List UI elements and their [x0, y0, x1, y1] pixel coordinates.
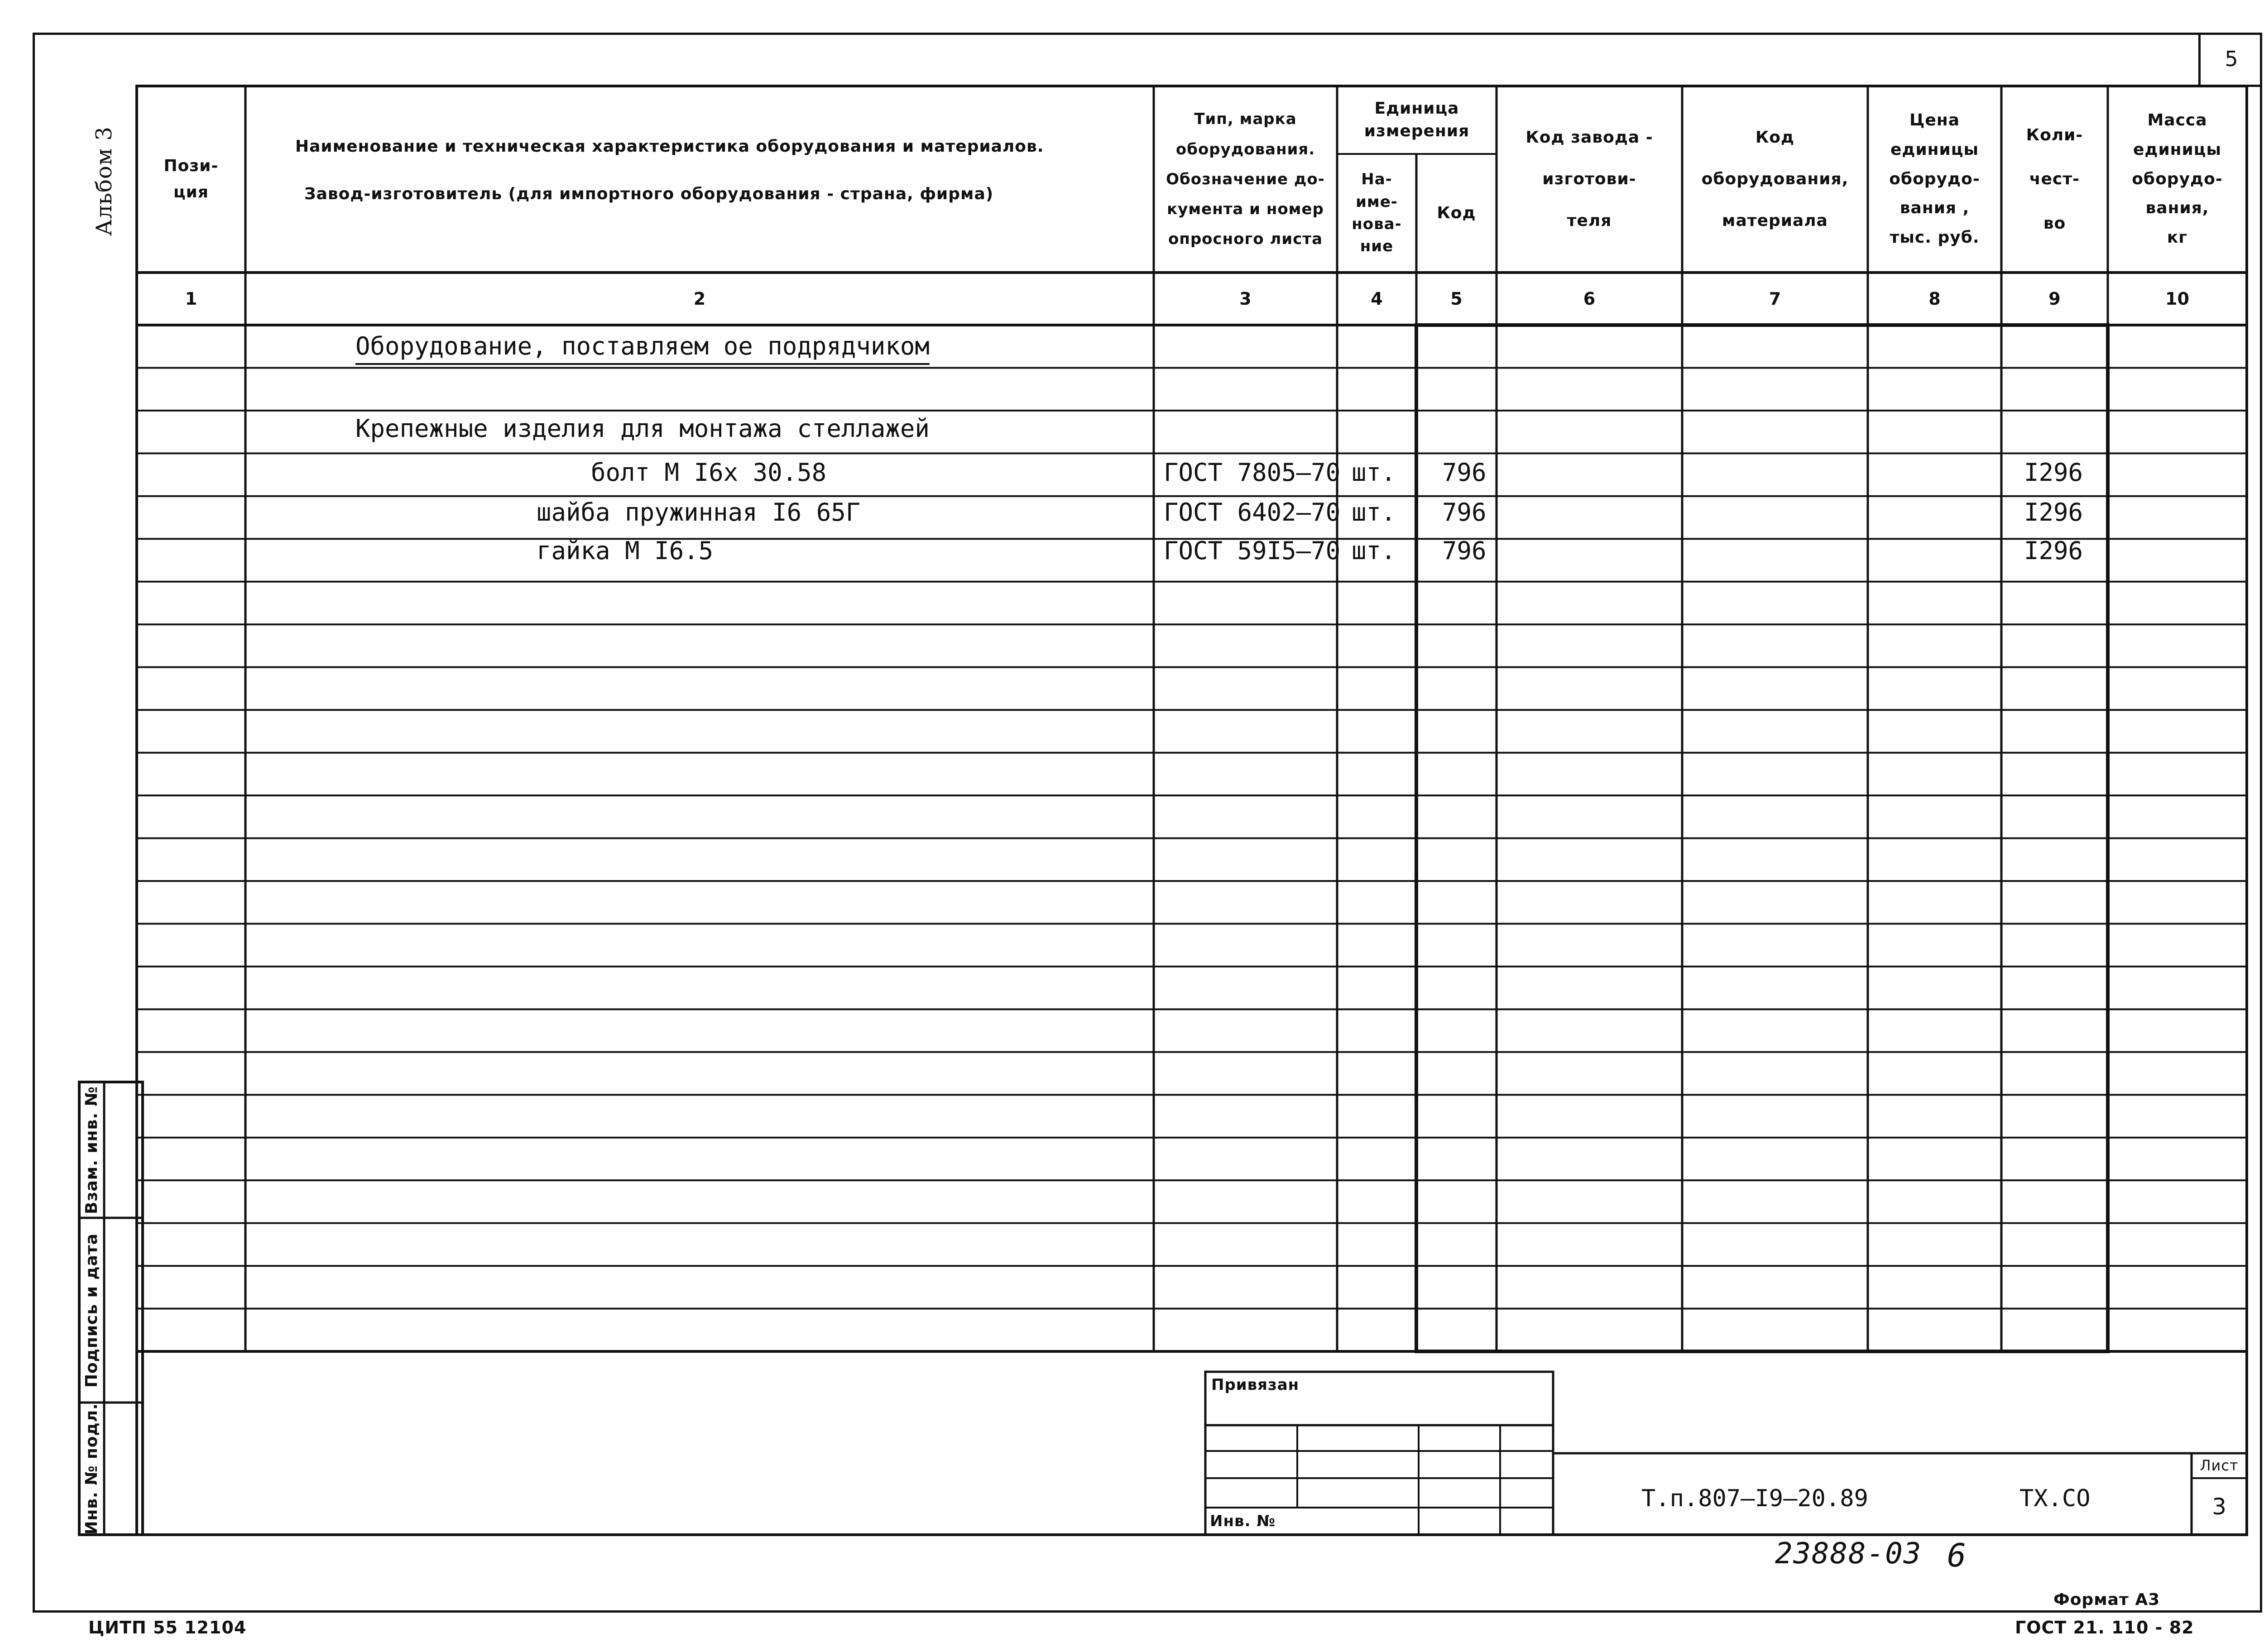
- gost-label: ГОСТ 21. 110 - 82: [2015, 1618, 2194, 1638]
- item-doc-bolt: ГОСТ 7805–70: [1164, 458, 1341, 487]
- header-unit: Единица измерения: [1364, 99, 1470, 140]
- sheet-number-top: 5: [2225, 46, 2238, 71]
- header-mass: Масса единицы оборудо- вания, кг: [2132, 111, 2223, 247]
- stamp-signature: Подпись и дата: [82, 1233, 101, 1388]
- colnum-7: 7: [1769, 289, 1781, 309]
- colnum-2: 2: [693, 289, 706, 309]
- header-unit-code: Код: [1437, 204, 1476, 223]
- item-qty-washer: I296: [2024, 498, 2083, 527]
- section-title-row: [355, 332, 930, 360]
- bottom-area: [137, 1351, 2247, 1535]
- item-unit-nut: шт.: [1352, 536, 1396, 565]
- section-title: Оборудование, поставляем ое подрядчиком: [355, 332, 930, 365]
- colnum-1: 1: [185, 289, 197, 309]
- header-qty: Коли- чест- во: [2026, 126, 2083, 233]
- format-label: Формат А3: [2053, 1590, 2160, 1609]
- handwritten-index: 6: [1947, 1537, 1967, 1574]
- colnum-10: 10: [2165, 289, 2189, 309]
- colnum-3: 3: [1239, 289, 1252, 309]
- item-doc-nut: ГОСТ 59I5–70: [1164, 536, 1341, 565]
- stamp-replace-inv: Взам. инв. №: [82, 1086, 101, 1214]
- header-name-cell: [245, 86, 1154, 273]
- sheet-label: Лист: [2200, 1456, 2239, 1474]
- colnum-9: 9: [2048, 289, 2061, 309]
- item-code-bolt: 796: [1442, 458, 1487, 487]
- column-numbers-row: [0, 273, 2264, 325]
- header-name-line1: Наименование и техническая характеристика оборудования и материалов.: [295, 137, 1044, 156]
- stamp-orig-inv-cell: [79, 1403, 104, 1535]
- inv-label: Инв. №: [1210, 1512, 1276, 1530]
- item-name-nut: гайка М I6.5: [537, 536, 714, 565]
- colnum-8: 8: [1928, 289, 1941, 309]
- item-code-nut: 796: [1442, 536, 1487, 565]
- colnum-6: 6: [1583, 289, 1596, 309]
- item-code-washer: 796: [1442, 498, 1487, 527]
- sheet-value: 3: [2212, 1493, 2226, 1520]
- header-price: Цена единицы оборудо- вания , тыс. руб.: [1889, 111, 1980, 247]
- item-name-washer: шайба пружинная I6 65Г: [537, 498, 861, 527]
- item-unit-bolt: шт.: [1352, 458, 1396, 487]
- colnum-4: 4: [1371, 289, 1383, 309]
- colnum-5: 5: [1450, 289, 1463, 309]
- item-doc-washer: ГОСТ 6402–70: [1164, 498, 1341, 527]
- printer-label: ЦИТП 55 12104: [88, 1618, 247, 1638]
- stamp-replace-inv-cell: [79, 1082, 104, 1218]
- subsection-title: Крепежные изделия для монтажа стеллажей: [355, 414, 930, 443]
- header-unit-name: На- име- нова- ние: [1352, 170, 1402, 256]
- header-position: Пози- ция: [163, 157, 219, 201]
- stamp-signature-cell: [79, 1218, 104, 1403]
- item-qty-bolt: I296: [2024, 458, 2083, 487]
- album-label: Альбом 3: [91, 126, 117, 236]
- bound-label: Привязан: [1211, 1376, 1300, 1394]
- header-name-line2: Завод-изготовитель (для импортного оборудования - страна, фирма): [304, 185, 994, 203]
- item-name-bolt: болт М I6х 30.58: [591, 458, 827, 487]
- doc-mark: ТХ.СО: [2019, 1485, 2091, 1512]
- doc-code: Т.п.807–I9–20.89: [1641, 1485, 1868, 1512]
- header-equip-code: Код оборудования, материала: [1701, 128, 1849, 230]
- item-unit-washer: шт.: [1352, 498, 1396, 527]
- header-type: Тип, марка оборудования. Обозначение до- кумента и номер опросного листа: [1166, 110, 1325, 249]
- handwritten-number: 23888-03: [1775, 1537, 1922, 1571]
- item-qty-nut: I296: [2024, 536, 2083, 565]
- stamp-orig-inv: Инв. № подл.: [82, 1403, 101, 1535]
- header-plant-code: Код завода - изготови- теля: [1525, 128, 1653, 230]
